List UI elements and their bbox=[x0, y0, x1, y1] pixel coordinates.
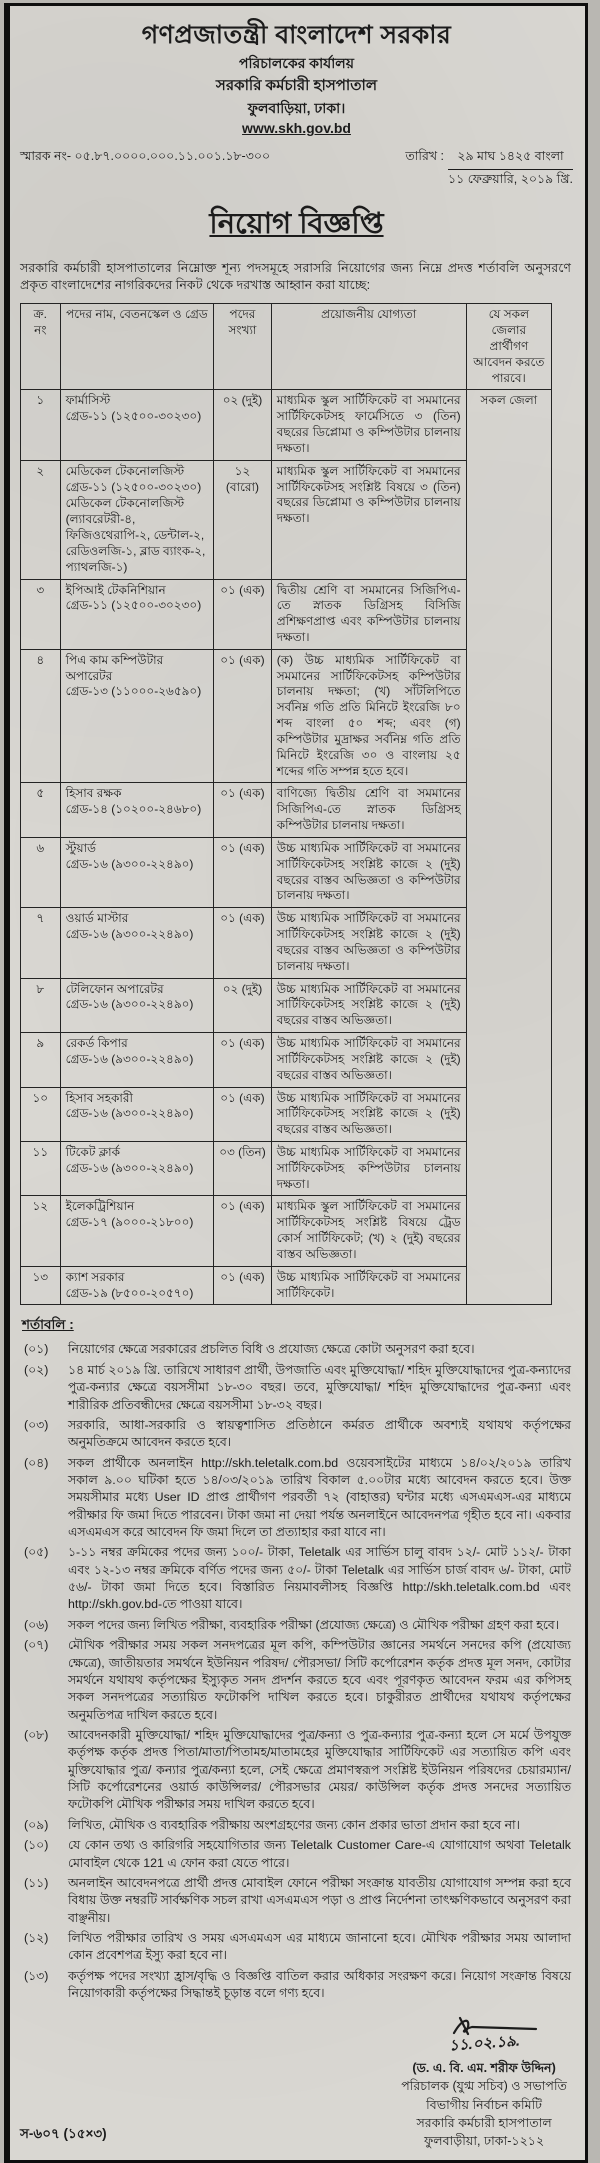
scanned-notice-page bbox=[4, 3, 588, 2163]
condition-text: ১-১১ নম্বর ক্রমিকের পদের জন্য ১০০/- টাকা, Teletalk এর সার্ভিস চালু বাবদ ১২/- মোট ১১২/- টাকা এবং ১২-১৩ নম্বর ক্রমিকে বর্ণিত পদের জন্য ৫০/- টাকা Teletalk এর সার্ভিস চার্জ বাবদ ৬/- টাকা, মোট ৫৬/- টাকা জমা দিতে হবে। বিস্তারিত নিয়মাবলীসহ বিজ্ঞপ্তি http://skh.teletalk.com.bd এবং http://skh.gov.bd-তে পাওয়া যাবে। bbox=[68, 1545, 571, 1612]
cell-post bbox=[60, 1087, 214, 1141]
cell-serial: ১১ bbox=[21, 1142, 61, 1196]
col-header-district: যে সকল জেলার প্রার্থীগণ আবেদন করতে পারবে। bbox=[466, 304, 551, 390]
signatory-designation: পরিচালক (যুগ্ম সচিব) ও সভাপতি bbox=[401, 2079, 567, 2094]
posts-table-body bbox=[21, 390, 552, 1305]
condition-text: নিয়োগের ক্ষেত্রে সরকারের প্রচলিত বিধি ও প্রযোজ্য ক্ষেত্রে কোটা অনুসরণ করা হবে। bbox=[68, 1342, 475, 1357]
cell-post-count: ০৩ (তিন) bbox=[214, 1142, 272, 1196]
condition-number: (১০) bbox=[24, 1838, 49, 1853]
post-grade: গ্রেড-১১ (১২৫০০-৩০২৩০) bbox=[65, 598, 202, 613]
cell-qualification: উচ্চ মাধ্যমিক সার্টিফিকেট বা সমমানের সার্টিফিকেটসহ সংশ্লিষ্ট কাজে ২ (দুই) বছরের বাস্তব অভিজ্ঞতা। bbox=[271, 978, 466, 1032]
cell-post bbox=[60, 783, 214, 837]
post-name: ফার্মাসিস্ট bbox=[65, 393, 111, 408]
condition-number: (১৩) bbox=[24, 1968, 49, 1983]
post-grade: গ্রেড-১৬ (৯৩০০-২২৪৯০) bbox=[65, 1051, 194, 1066]
condition-item bbox=[20, 1341, 573, 1358]
cell-serial: ১২ bbox=[21, 1196, 61, 1266]
cell-qualification: মাধ্যমিক স্কুল সার্টিফিকেট বা সমমানের সার্টিফিকেটসহ ফার্মেসিতে ৩ (তিন) বছরের ডিপ্লোমা ও কম্পিউটার চালনায় দক্ষতা। bbox=[271, 390, 466, 460]
post-grade: গ্রেড-১৩ (১১০০০-২৬৫৯০) bbox=[65, 684, 202, 699]
memo-date-row bbox=[20, 148, 573, 191]
post-grade: গ্রেড-১৬ (৯৩০০-২২৪৯০) bbox=[65, 927, 194, 942]
cell-post bbox=[60, 908, 214, 978]
post-name: ক্যাশ সরকার bbox=[65, 1269, 125, 1284]
cell-serial: ২ bbox=[21, 460, 61, 579]
signatory-name: (ড. এ. বি. এম. শরীফ উদ্দিন) bbox=[412, 2061, 556, 2076]
condition-number: (১১) bbox=[24, 1875, 49, 1890]
condition-number: (০১) bbox=[24, 1342, 49, 1357]
condition-item bbox=[20, 1968, 573, 2003]
col-header-qualification: প্রয়োজনীয় যোগ্যতা bbox=[271, 304, 466, 390]
condition-number: (০৮) bbox=[24, 1728, 49, 1742]
post-name: মেডিকেল টেকনোলজিস্ট bbox=[65, 463, 185, 478]
cell-district: সকল জেলা bbox=[466, 390, 551, 1305]
cell-qualification: (ক) উচ্চ মাধ্যমিক সার্টিফিকেট বা সমমানের সার্টিফিকেটসহ কম্পিউটার চালনায় দক্ষতা; (খ) সাঁটলিপিতে সর্বনিম্ন গতি প্রতি মিনিটে ইংরেজি ৮০ শব্দ বাংলা ৫০ শব্দ; এবং (গ) কম্পিউটার মুদ্রাক্ষর সর্বনিম্ন গতি প্রতি মিনিটে ইংরেজি ৩০ ও বাংলায় ২৫ শব্দের গতি সম্পন্ন হতে হবে। bbox=[271, 649, 466, 783]
cell-post-count: ০১ (এক) bbox=[214, 1087, 272, 1141]
post-grade: গ্রেড-১৪ (১০২০০-২৪৬৮০) bbox=[65, 802, 202, 817]
cell-serial: ৩ bbox=[21, 579, 61, 649]
cell-post-count: ০১ (এক) bbox=[214, 579, 272, 649]
post-name: হিসাব রক্ষক bbox=[65, 786, 122, 801]
condition-text: লিখিত, মৌখিক ও ব্যবহারিক পরীক্ষায় অংশগ্রহণের জন্য কোন প্রকার ভাতা প্রদান করা হবে না। bbox=[68, 1817, 520, 1832]
col-header-serial: ক্র. নং bbox=[21, 304, 61, 390]
condition-text: আবেদনকারী মুক্তিযোদ্ধা/ শহিদ মুক্তিযোদ্ধাদের পুত্র/কন্যা ও পুত্র-কন্যার পুত্র-কন্যা হলে সে মর্মে উপযুক্ত কর্তৃপক্ষ কর্তৃক প্রদত্ত পিতা/মাতা/পিতামহ/মাতামহের মুক্তিযোদ্ধার সার্টিফিকেট এর সত্যায়িত কপি এবং মুক্তিযোদ্ধার পুত্র/ কন্যার পুত্র/কন্যা হলে, সেই ক্ষেত্রে প্রমাণস্বরূপ সংশ্লিষ্ট ইউনিয়ন পরিষদের চেয়ারম্যান/ সিটি কর্পোরেশনের ওয়ার্ড কাউন্সিলর/ পৌরসভার মেয়র/ কাউন্সিল কর্তৃক প্রদত্ত সনদের সত্যায়িত ফটোকপি মৌখিক পরীক্ষার সময় দাখিল করতে হবে। bbox=[68, 1728, 571, 1812]
post-grade: গ্রেড-১৭ (৯০০০-২১৮০০) bbox=[65, 1215, 194, 1230]
cell-serial: ১৩ bbox=[21, 1266, 61, 1305]
post-grade: গ্রেড-১১ (১২৫০০-৩০২৩০) bbox=[65, 409, 202, 424]
intro-paragraph: সরকারি কর্মচারী হাসপাতালের নিম্নোক্ত শূন্য পদসমূহে সরাসরি নিয়োগের জন্য নিম্নে প্রদত্ত শর্তাবলি অনুসরণে প্রকৃত বাংলাদেশের নাগরিকদের নিকট থেকে দরখাস্ত আহ্বান করা যাচ্ছে: bbox=[20, 260, 571, 293]
cell-qualification: উচ্চ মাধ্যমিক সার্টিফিকেট বা সমমানের সার্টিফিকেট। bbox=[271, 1266, 466, 1305]
date-gregorian: ১১ ফেব্রুয়ারি, ২০১৯ খ্রি. bbox=[448, 171, 573, 186]
cell-post bbox=[60, 1266, 214, 1305]
condition-item bbox=[20, 1362, 573, 1414]
date-block bbox=[405, 148, 573, 191]
cell-qualification: দ্বিতীয় শ্রেণি বা সমমানের সিজিপিএ-তে স্নাতক ডিগ্রিসহ বিসিজি প্রশিক্ষণপ্রাপ্ত এবং কম্পিউটার চালনায় দক্ষতা। bbox=[271, 579, 466, 649]
post-name: পিএ কাম কম্পিউটার অপারেটর bbox=[65, 652, 164, 683]
conditions-list bbox=[20, 1341, 573, 2005]
cell-post bbox=[60, 460, 214, 579]
condition-item bbox=[20, 1544, 573, 1613]
date-label: তারিখ : bbox=[405, 148, 445, 163]
post-name: টেলিফোন অপারেটর bbox=[65, 981, 164, 996]
condition-text: কর্তৃপক্ষ পদের সংখ্যা হ্রাস/বৃদ্ধি ও বিজ্ঞপ্তি বাতিল করার অধিকার সংরক্ষণ করে। নিয়োগ সংক্রান্ত বিষয়ে নিয়োগকারী কর্তৃপক্ষের সিদ্ধান্তই চূড়ান্ত বলে গণ্য হবে। bbox=[68, 1968, 571, 2001]
cell-serial: ৫ bbox=[21, 783, 61, 837]
condition-item bbox=[20, 1417, 573, 1452]
post-name: টিকেট ক্লার্ক bbox=[65, 1145, 120, 1159]
condition-number: (০৯) bbox=[24, 1817, 49, 1832]
memo-number: স্মারক নং- ০৫.৮৭.০০০০.০০০.১১.০০১.১৮-৩০০ bbox=[20, 148, 271, 163]
cell-qualification: মাধ্যমিক স্কুল সার্টিফিকেট বা সমমানের সার্টিফিকেটসহ সংশ্লিষ্ট বিষয়ে ট্রেড কোর্স সার্টিফিকেট; (খ) ২ (দুই) বছরের বাস্তব অভিজ্ঞতা। bbox=[271, 1196, 466, 1266]
cell-post-count: ০২ (দুই) bbox=[214, 390, 272, 460]
cell-post bbox=[60, 1196, 214, 1266]
condition-number: (০৫) bbox=[24, 1545, 49, 1560]
cell-serial: ৭ bbox=[21, 908, 61, 978]
conditions-title: শর্তাবলি : bbox=[22, 1317, 74, 1333]
cell-serial: ১ bbox=[21, 390, 61, 460]
post-grade: গ্রেড-১১ (১২৫০০-৩০২৩০) bbox=[65, 479, 202, 494]
cell-post bbox=[60, 978, 214, 1032]
cell-post-count: ০১ (এক) bbox=[214, 837, 272, 907]
condition-number: (০৬) bbox=[24, 1617, 49, 1632]
condition-text: ১৪ মার্চ ২০১৯ খ্রি. তারিখে সাধারণ প্রার্থী, উপজাতি এবং মুক্তিযোদ্ধা/ শহিদ মুক্তিযোদ্ধাদের পুত্র-কন্যাদের পুত্র-কন্যার ক্ষেত্রে বয়সসীমা ১৮-৩০ বছর। তবে, মুক্তিযোদ্ধা/ শহিদ মুক্তিযোদ্ধাদের পুত্র-কন্যা এবং শারীরিক প্রতিবন্ধীদের ক্ষেত্রে বয়সসীমা ১৮-৩২ বছর। bbox=[68, 1362, 571, 1412]
signatory-committee: বিভাগীয় নির্বাচন কমিটি bbox=[426, 2097, 543, 2112]
cell-qualification: উচ্চ মাধ্যমিক সার্টিফিকেট বা সমমানের সার্টিফিকেটসহ কম্পিউটার চালনায় দক্ষতা। bbox=[271, 1142, 466, 1196]
cell-post bbox=[60, 837, 214, 907]
signatory-organization: সরকারি কর্মচারী হাসপাতাল bbox=[416, 2115, 552, 2130]
cell-qualification: বাণিজ্যে দ্বিতীয় শ্রেণি বা সমমানের সিজিপিএ-তে স্নাতক ডিগ্রিসহ কম্পিউটার চালনায় দক্ষতা। bbox=[271, 783, 466, 837]
cell-post bbox=[60, 579, 214, 649]
cell-post bbox=[60, 649, 214, 783]
website-link[interactable]: www.skh.gov.bd bbox=[242, 120, 351, 136]
condition-text: সরকারি, আধা-সরকারি ও স্বায়ত্বশাসিত প্রতিষ্ঠানে কর্মরত প্রার্থীকে অবশ্যই যথাযথ কর্তৃপক্ষের অনুমতিক্রমে আবেদন করতে হবে। bbox=[68, 1417, 571, 1450]
condition-number: (০৭) bbox=[24, 1638, 49, 1653]
cell-serial: ৬ bbox=[21, 837, 61, 907]
condition-text: লিখিত পরীক্ষার তারিখ ও সময় এসএমএস এর মাধ্যমে জানানো হবে। মৌখিক পরীক্ষার সময় আলাদা কোন প্রবেশপত্র ইস্যু করা হবে না। bbox=[68, 1930, 571, 1963]
cell-post-count: ০১ (এক) bbox=[214, 1196, 272, 1266]
cell-qualification: উচ্চ মাধ্যমিক সার্টিফিকেট বা সমমানের সার্টিফিকেটসহ সংশ্লিষ্ট কাজে ২ (দুই) বছরের বাস্তব অভিজ্ঞতা ও কম্পিউটার চালনায় দক্ষতা। bbox=[271, 908, 466, 978]
post-name: স্টুয়ার্ড bbox=[65, 840, 96, 855]
government-title: গণপ্রজাতন্ত্রী বাংলাদেশ সরকার bbox=[141, 21, 452, 49]
post-grade: গ্রেড-১৬ (৯৩০০-২২৪৯০) bbox=[65, 1106, 194, 1121]
condition-text: অনলাইন আবেদনপত্রে প্রার্থী প্রদত্ত মোবাইল ফোনে পরীক্ষা সংক্রান্ত যাবতীয় যোগাযোগ সম্পন্ন করা হবে বিধায় উক্ত নম্বরটি সার্বক্ষণিক সচল রাখা এসএমএস পড়া ও প্রাপ্ত নির্দেশনা তাৎক্ষণিকভাবে অনুসরণ করা বাঞ্ছনীয়। bbox=[68, 1875, 571, 1925]
condition-number: (০৩) bbox=[24, 1417, 49, 1432]
post-grade: গ্রেড-১৬ (৯৩০০-২২৪৯০) bbox=[65, 856, 194, 871]
condition-item bbox=[20, 1455, 573, 1542]
table-row bbox=[21, 390, 552, 460]
cell-serial: ৪ bbox=[21, 649, 61, 783]
post-name: ইপিআই টেকনিশিয়ান bbox=[65, 582, 166, 597]
cell-post bbox=[60, 1033, 214, 1087]
condition-item bbox=[20, 1817, 573, 1834]
table-header-row bbox=[21, 304, 552, 390]
cell-qualification: মাধ্যমিক স্কুল সার্টিফিকেট বা সমমানের সার্টিফিকেটসহ সংশ্লিষ্ট বিষয়ে ৩ (তিন) বছরের ডিপ্লোমা ও কম্পিউটার চালনায় দক্ষতা। bbox=[271, 460, 466, 579]
cell-qualification: উচ্চ মাধ্যমিক সার্টিফিকেট বা সমমানের সার্টিফিকেটসহ সংশ্লিষ্ট কাজে ২ (দুই) বছরের বাস্তব অভিজ্ঞতা। bbox=[271, 1087, 466, 1141]
cell-post bbox=[60, 1142, 214, 1196]
organization-name: সরকারি কর্মচারী হাসপাতাল bbox=[215, 76, 378, 94]
cell-serial: ৮ bbox=[21, 978, 61, 1032]
post-grade: গ্রেড-১৬ (৯৩০০-২২৪৯০) bbox=[65, 997, 194, 1012]
post-grade: গ্রেড-১৯ (৮৫০০-২০৫৭০) bbox=[65, 1285, 194, 1300]
signatory-address: ফুলবাড়ীয়া, ঢাকা-১২১২ bbox=[424, 2134, 545, 2149]
vacancy-table bbox=[20, 303, 552, 1305]
signature-block bbox=[401, 2015, 567, 2150]
post-name: ওয়ার্ড মাস্টার bbox=[65, 911, 129, 926]
location-line: ফুলবাড়িয়া, ঢাকা। bbox=[247, 99, 346, 116]
page-title: নিয়োগ বিজ্ঞপ্তি bbox=[209, 207, 384, 240]
cell-qualification: উচ্চ মাধ্যমিক সার্টিফিকেট বা সমমানের সার্টিফিকেটসহ সংশ্লিষ্ট কাজে ২ (দুই) বছরের বাস্তব অভিজ্ঞতা ও কম্পিউটার চালনায় দক্ষতা। bbox=[271, 837, 466, 907]
date-bangla: ২৯ মাঘ ১৪২৫ বাংলা bbox=[448, 148, 573, 170]
col-header-post: পদের নাম, বেতনস্কেল ও গ্রেড bbox=[60, 304, 214, 390]
footer-code: স-৬০৭ (১৫×৩) bbox=[20, 2126, 107, 2142]
condition-item bbox=[20, 1875, 573, 1927]
cell-post-count: ০১ (এক) bbox=[214, 649, 272, 783]
notice-header bbox=[20, 16, 573, 138]
cell-post-count: ০১ (এক) bbox=[214, 1266, 272, 1305]
condition-item bbox=[20, 1727, 573, 1814]
post-breakdown: মেডিকেল টেকনোলজিস্ট (ল্যাবরেটরী-৪, ফিজিওথেরাপি-২, ডেন্টাল-২, রেডিওলজি-১, ব্লাড ব্যাংক-২, প্যাথলজি-১) bbox=[65, 496, 206, 574]
condition-text: সকল প্রার্থীকে অনলাইন http://skh.teletalk.com.bd ওয়েবসাইটের মাধ্যমে ১৪/০২/২০১৯ তারিখ সকাল ৯.০০ ঘটিকা হতে ১৪/০৩/২০১৯ তারিখ বিকাল ৫.০০টার মধ্যে আবেদন করতে হবে। উক্ত সময়সীমার মধ্যে User ID প্রাপ্ত প্রার্থীগণ পরবর্তী ৭২ (বাহাত্তর) ঘন্টার মধ্যে এসএমএস-এর মাধ্যমে পরীক্ষার ফি জমা দিতে পারবেন। টাকা জমা না দেয়া পর্যন্ত অনলাইনে আবেদনপত্র গৃহীত হবে না। একবার এসএমএস করে আবেদন ফি জমা দিলে তা প্রত্যাহার করা যাবে না। bbox=[68, 1455, 571, 1540]
cell-post-count: ০২ (দুই) bbox=[214, 978, 272, 1032]
cell-post bbox=[60, 390, 214, 460]
condition-item bbox=[20, 1837, 573, 1872]
condition-text: মৌখিক পরীক্ষার সময় সকল সনদপত্রের মূল কপি, কম্পিউটার জ্ঞানের সমর্থনে সনদের কপি (প্রযোজ্য ক্ষেত্রে), জাতীয়তার সমর্থনে ইউনিয়ন পরিষদ/ পৌরসভা/ সিটি কর্পোরেশন কর্তৃক প্রদত্ত মূল সনদ, কোটার সমর্থনে যথাযথ কর্তৃপক্ষের ইস্যুকৃত সনদ প্রদর্শন করতে হবে এবং পূরণকৃত আবেদন ফরম এর কপিসহ সকল সনদপত্রের সত্যায়িত ফটোকপি দাখিল করতে হবে। চাকুরীরত প্রার্থীদের যথাযথ কর্তৃপক্ষের অনুমতিপত্র দাখিল করতে হবে। bbox=[68, 1638, 571, 1722]
cell-qualification: উচ্চ মাধ্যমিক সার্টিফিকেট বা সমমানের সার্টিফিকেটসহ সংশ্লিষ্ট কাজে ২ (দুই) বছরের বাস্তব অভিজ্ঞতা। bbox=[271, 1033, 466, 1087]
cell-post-count: ০১ (এক) bbox=[214, 1033, 272, 1087]
post-name: রেকর্ড কিপার bbox=[65, 1036, 128, 1051]
col-header-count: পদের সংখ্যা bbox=[214, 304, 272, 390]
post-name: ইলেকট্রিশিয়ান bbox=[65, 1199, 135, 1214]
handwritten-date: ১১.০২.১৯. bbox=[448, 2032, 521, 2055]
cell-post-count: ০১ (এক) bbox=[214, 783, 272, 837]
cell-serial: ৯ bbox=[21, 1033, 61, 1087]
condition-text: যে কোন তথ্য ও কারিগরি সহযোগিতার জন্য Teletalk Customer Care-এ যোগাযোগ অথবা Teletalk মোবাইল থেকে 121 এ ফোন করা যেতে পারে। bbox=[68, 1838, 571, 1870]
condition-item bbox=[20, 1930, 573, 1965]
cell-serial: ১০ bbox=[21, 1087, 61, 1141]
vacancy-table-head bbox=[21, 304, 552, 390]
condition-number: (১২) bbox=[24, 1930, 49, 1945]
post-name: হিসাব সহকারী bbox=[65, 1090, 133, 1105]
condition-item bbox=[20, 1637, 573, 1724]
cell-post-count: ১২ (বারো) bbox=[214, 460, 272, 579]
post-grade: গ্রেড-১৬ (৯৩০০-২২৪৯০) bbox=[65, 1160, 194, 1175]
condition-number: (০২) bbox=[24, 1362, 49, 1377]
bottom-row bbox=[20, 2015, 573, 2150]
condition-item bbox=[20, 1617, 573, 1634]
cell-post-count: ০১ (এক) bbox=[214, 908, 272, 978]
office-line: পরিচালকের কার্যালয় bbox=[239, 55, 354, 72]
condition-text: সকল পদের জন্য লিখিত পরীক্ষা, ব্যবহারিক পরীক্ষা (প্রযোজ্য ক্ষেত্রে) ও মৌখিক পরীক্ষা গ্রহণ করা হবে। bbox=[68, 1617, 560, 1632]
condition-number: (০৪) bbox=[24, 1455, 49, 1470]
